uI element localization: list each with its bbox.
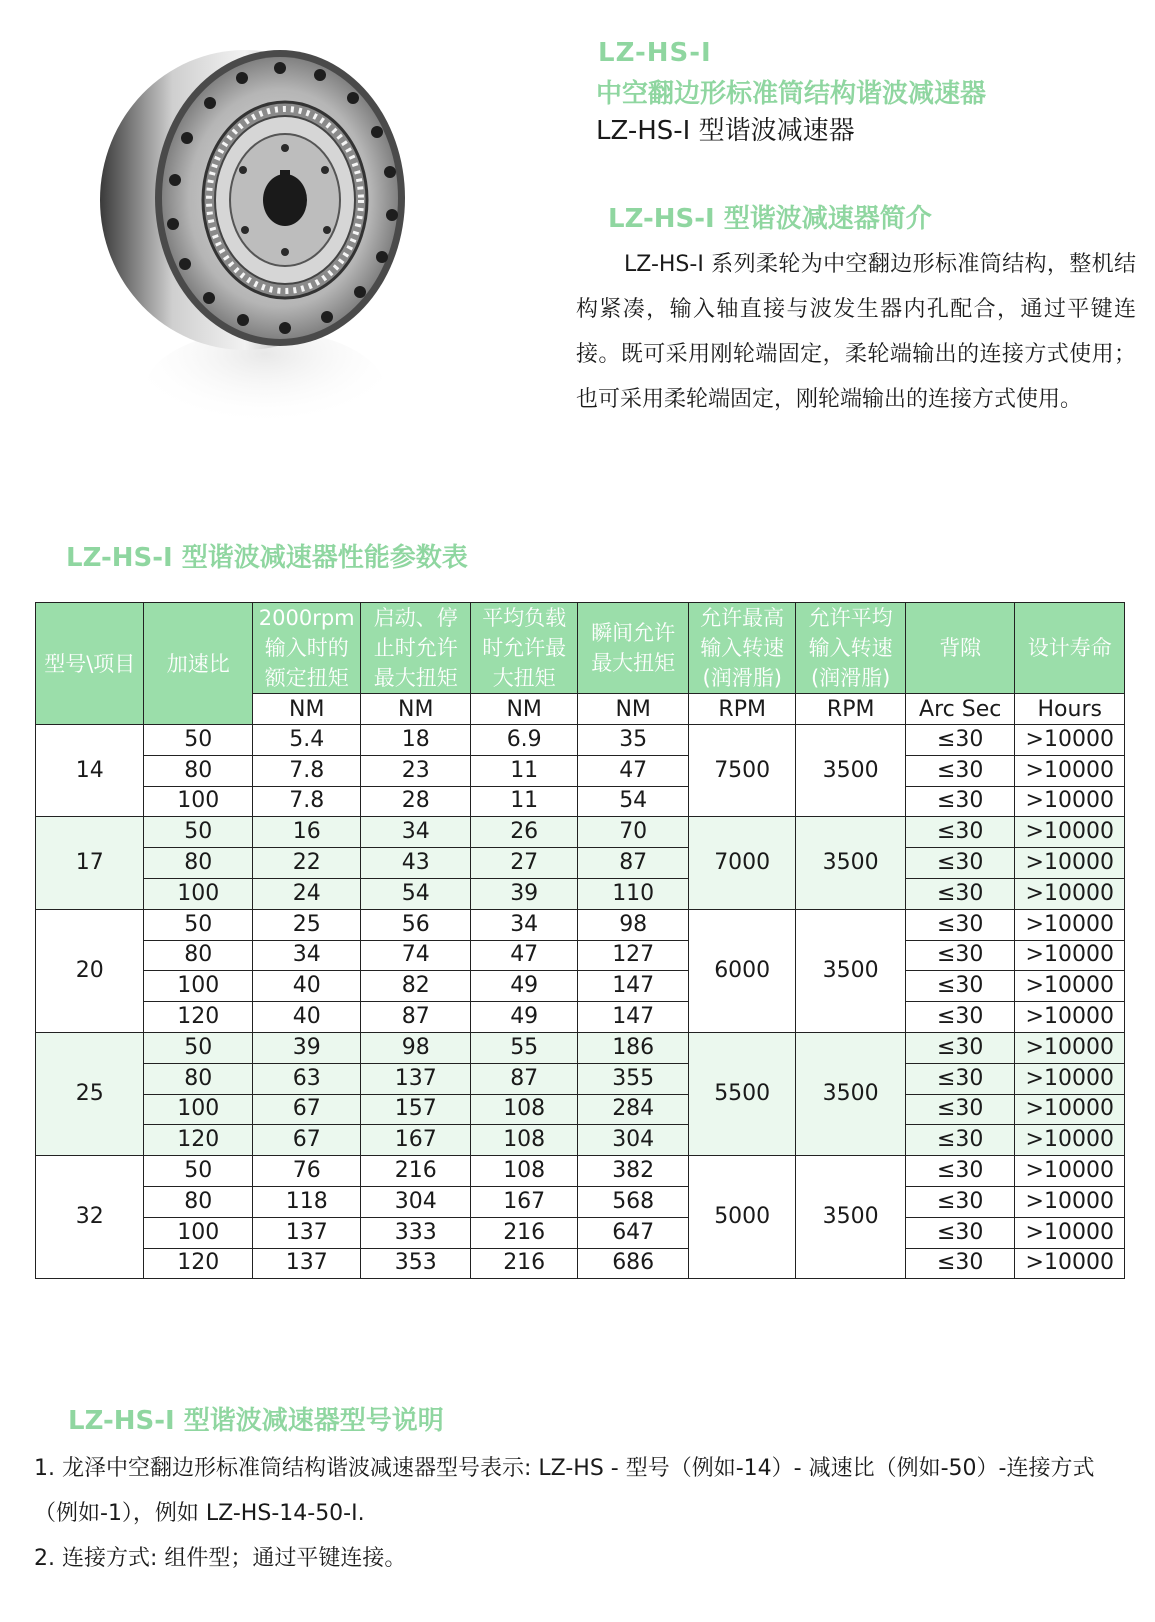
life-cell: >10000 [1015,1125,1125,1156]
table-row [36,1248,1125,1279]
model-cell: 17 [36,817,144,909]
life-cell: >10000 [1015,755,1125,786]
rated-cell: 7.8 [252,786,360,817]
instant-cell: 284 [578,1094,689,1125]
avgload-cell: 216 [470,1217,577,1248]
instant-cell: 70 [578,817,689,848]
header-max-speed: 允许最高 输入转速 (润滑脂) [688,603,795,694]
intro-text [576,242,1136,422]
avgload-cell: 87 [470,1063,577,1094]
ratio-cell: 100 [144,971,252,1002]
startstop-cell: 167 [361,1125,471,1156]
rated-cell: 40 [252,971,360,1002]
startstop-cell: 98 [361,1032,471,1063]
backlash-cell: ≤30 [905,848,1015,879]
avgload-cell: 27 [470,848,577,879]
header-life: 设计寿命 [1015,603,1125,694]
table-row [36,940,1125,971]
life-cell: >10000 [1015,1248,1125,1279]
unit-cell: RPM [796,694,906,725]
ratio-cell: 120 [144,1248,252,1279]
model-desc [34,1432,1134,1581]
intro-title: LZ-HS-I 型谐波减速器简介 [608,204,932,234]
ratio-cell: 80 [144,848,252,879]
rated-cell: 67 [252,1125,360,1156]
avgload-cell: 55 [470,1032,577,1063]
instant-cell: 47 [578,755,689,786]
rated-cell: 137 [252,1248,360,1279]
startstop-cell: 74 [361,940,471,971]
table-row [36,909,1125,940]
model-cell: 20 [36,909,144,1032]
table-row [36,1217,1125,1248]
avgload-cell: 11 [470,755,577,786]
avg-speed-cell: 3500 [796,1032,906,1155]
avgload-cell: 108 [470,1156,577,1187]
startstop-cell: 353 [361,1248,471,1279]
unit-cell: NM [252,694,360,725]
backlash-cell: ≤30 [905,755,1015,786]
startstop-cell: 54 [361,878,471,909]
startstop-cell: 18 [361,725,471,756]
life-cell: >10000 [1015,878,1125,909]
table-row [36,1032,1125,1063]
ratio-cell: 80 [144,1063,252,1094]
ratio-cell: 100 [144,786,252,817]
avgload-cell: 47 [470,940,577,971]
instant-cell: 382 [578,1156,689,1187]
avg-speed-cell: 3500 [796,1156,906,1279]
backlash-cell: ≤30 [905,725,1015,756]
instant-cell: 54 [578,786,689,817]
spec-table-body [36,725,1125,1279]
instant-cell: 110 [578,878,689,909]
avg-speed-cell: 3500 [796,909,906,1032]
model-cell: 25 [36,1032,144,1155]
life-cell: >10000 [1015,817,1125,848]
startstop-cell: 34 [361,817,471,848]
max-speed-cell: 7500 [688,725,795,817]
instant-cell: 147 [578,1002,689,1033]
startstop-cell: 28 [361,786,471,817]
ratio-cell: 50 [144,909,252,940]
backlash-cell: ≤30 [905,1125,1015,1156]
rated-cell: 63 [252,1063,360,1094]
max-speed-cell: 5000 [688,1156,795,1279]
avgload-cell: 11 [470,786,577,817]
backlash-cell: ≤30 [905,878,1015,909]
life-cell: >10000 [1015,1063,1125,1094]
instant-cell: 186 [578,1032,689,1063]
unit-cell: Hours [1015,694,1125,725]
avgload-cell: 49 [470,1002,577,1033]
instant-cell: 355 [578,1063,689,1094]
unit-cell: NM [470,694,577,725]
rated-cell: 16 [252,817,360,848]
avgload-cell: 34 [470,909,577,940]
unit-cell: RPM [688,694,795,725]
table-row [36,725,1125,756]
unit-cell: Arc Sec [905,694,1015,725]
ratio-cell: 100 [144,878,252,909]
startstop-cell: 157 [361,1094,471,1125]
ratio-cell: 80 [144,755,252,786]
model-desc-line-1: 1. 龙泽中空翻边形标准筒结构谐波减速器型号表示: LZ-HS - 型号（例如-14）- 减速比（例如-50）-连接方式（例如-1），例如 LZ-HS-14-50-I. [34,1456,1095,1526]
avg-speed-cell: 3500 [796,725,906,817]
life-cell: >10000 [1015,940,1125,971]
header-rated-torque: 2000rpm 输入时的 额定扭矩 [252,603,360,694]
instant-cell: 647 [578,1217,689,1248]
ratio-cell: 50 [144,1032,252,1063]
header-model: 型号\项目 [36,603,144,725]
table-row [36,817,1125,848]
table-row [36,1125,1125,1156]
ratio-cell: 50 [144,1156,252,1187]
avgload-cell: 108 [470,1094,577,1125]
product-subtitle: LZ-HS-I 型谐波减速器 [596,116,855,146]
header-startstop-torque: 启动、停 止时允许 最大扭矩 [361,603,471,694]
header-backlash: 背隙 [905,603,1015,694]
instant-cell: 87 [578,848,689,879]
startstop-cell: 87 [361,1002,471,1033]
rated-cell: 67 [252,1094,360,1125]
avgload-cell: 167 [470,1186,577,1217]
avgload-cell: 6.9 [470,725,577,756]
backlash-cell: ≤30 [905,909,1015,940]
instant-cell: 98 [578,909,689,940]
rated-cell: 24 [252,878,360,909]
intro-paragraph: LZ-HS-I 系列柔轮为中空翻边形标准筒结构，整机结构紧凑，输入轴直接与波发生器内孔配合，通过平键连接。既可采用刚轮端固定，柔轮端输出的连接方式使用；也可采用柔轮端固定，刚轮端输出的连接方式使用。 [576,252,1136,412]
life-cell: >10000 [1015,1217,1125,1248]
avgload-cell: 49 [470,971,577,1002]
instant-cell: 127 [578,940,689,971]
life-cell: >10000 [1015,1032,1125,1063]
startstop-cell: 333 [361,1217,471,1248]
unit-cell: NM [578,694,689,725]
table-row [36,1002,1125,1033]
rated-cell: 137 [252,1217,360,1248]
backlash-cell: ≤30 [905,1217,1015,1248]
life-cell: >10000 [1015,848,1125,879]
rated-cell: 40 [252,1002,360,1033]
ratio-cell: 80 [144,1186,252,1217]
header-avg-speed: 允许平均 输入转速 (润滑脂) [796,603,906,694]
backlash-cell: ≤30 [905,1248,1015,1279]
table-row [36,1156,1125,1187]
unit-cell: NM [361,694,471,725]
product-image [95,40,415,460]
backlash-cell: ≤30 [905,1063,1015,1094]
rated-cell: 25 [252,909,360,940]
table-row [36,755,1125,786]
ratio-cell: 120 [144,1125,252,1156]
max-speed-cell: 6000 [688,909,795,1032]
startstop-cell: 23 [361,755,471,786]
table-row [36,878,1125,909]
rated-cell: 5.4 [252,725,360,756]
backlash-cell: ≤30 [905,1094,1015,1125]
rated-cell: 22 [252,848,360,879]
life-cell: >10000 [1015,1156,1125,1187]
rated-cell: 39 [252,1032,360,1063]
startstop-cell: 216 [361,1156,471,1187]
rated-cell: 76 [252,1156,360,1187]
ratio-cell: 120 [144,1002,252,1033]
startstop-cell: 304 [361,1186,471,1217]
backlash-cell: ≤30 [905,1156,1015,1187]
header-avgload-torque: 平均负载 时允许最 大扭矩 [470,603,577,694]
table-row [36,848,1125,879]
rated-cell: 34 [252,940,360,971]
product-code: LZ-HS-I [598,38,712,68]
life-cell: >10000 [1015,725,1125,756]
backlash-cell: ≤30 [905,971,1015,1002]
startstop-cell: 56 [361,909,471,940]
ratio-cell: 50 [144,817,252,848]
life-cell: >10000 [1015,1186,1125,1217]
backlash-cell: ≤30 [905,1002,1015,1033]
instant-cell: 568 [578,1186,689,1217]
table-row [36,786,1125,817]
table-title: LZ-HS-I 型谐波减速器性能参数表 [66,543,468,573]
header-instant-torque: 瞬间允许 最大扭矩 [578,603,689,694]
avg-speed-cell: 3500 [796,817,906,909]
instant-cell: 686 [578,1248,689,1279]
product-title: 中空翻边形标准筒结构谐波减速器 [596,79,987,109]
max-speed-cell: 5500 [688,1032,795,1155]
model-cell: 14 [36,725,144,817]
ratio-cell: 100 [144,1094,252,1125]
backlash-cell: ≤30 [905,940,1015,971]
life-cell: >10000 [1015,971,1125,1002]
table-row [36,1063,1125,1094]
rated-cell: 7.8 [252,755,360,786]
startstop-cell: 137 [361,1063,471,1094]
life-cell: >10000 [1015,786,1125,817]
avgload-cell: 39 [470,878,577,909]
backlash-cell: ≤30 [905,786,1015,817]
backlash-cell: ≤30 [905,817,1015,848]
model-cell: 32 [36,1156,144,1279]
instant-cell: 35 [578,725,689,756]
table-row [36,971,1125,1002]
rated-cell: 118 [252,1186,360,1217]
avgload-cell: 26 [470,817,577,848]
model-desc-title: LZ-HS-I 型谐波减速器型号说明 [68,1406,444,1436]
life-cell: >10000 [1015,909,1125,940]
avgload-cell: 108 [470,1125,577,1156]
instant-cell: 147 [578,971,689,1002]
spec-table [35,602,1125,1279]
table-row [36,1186,1125,1217]
startstop-cell: 82 [361,971,471,1002]
backlash-cell: ≤30 [905,1032,1015,1063]
startstop-cell: 43 [361,848,471,879]
table-row [36,1094,1125,1125]
life-cell: >10000 [1015,1094,1125,1125]
ratio-cell: 100 [144,1217,252,1248]
header-ratio: 加速比 [144,603,252,725]
model-desc-line-2: 2. 连接方式: 组件型；通过平键连接。 [34,1546,407,1571]
avgload-cell: 216 [470,1248,577,1279]
ratio-cell: 80 [144,940,252,971]
ratio-cell: 50 [144,725,252,756]
instant-cell: 304 [578,1125,689,1156]
life-cell: >10000 [1015,1002,1125,1033]
max-speed-cell: 7000 [688,817,795,909]
backlash-cell: ≤30 [905,1186,1015,1217]
